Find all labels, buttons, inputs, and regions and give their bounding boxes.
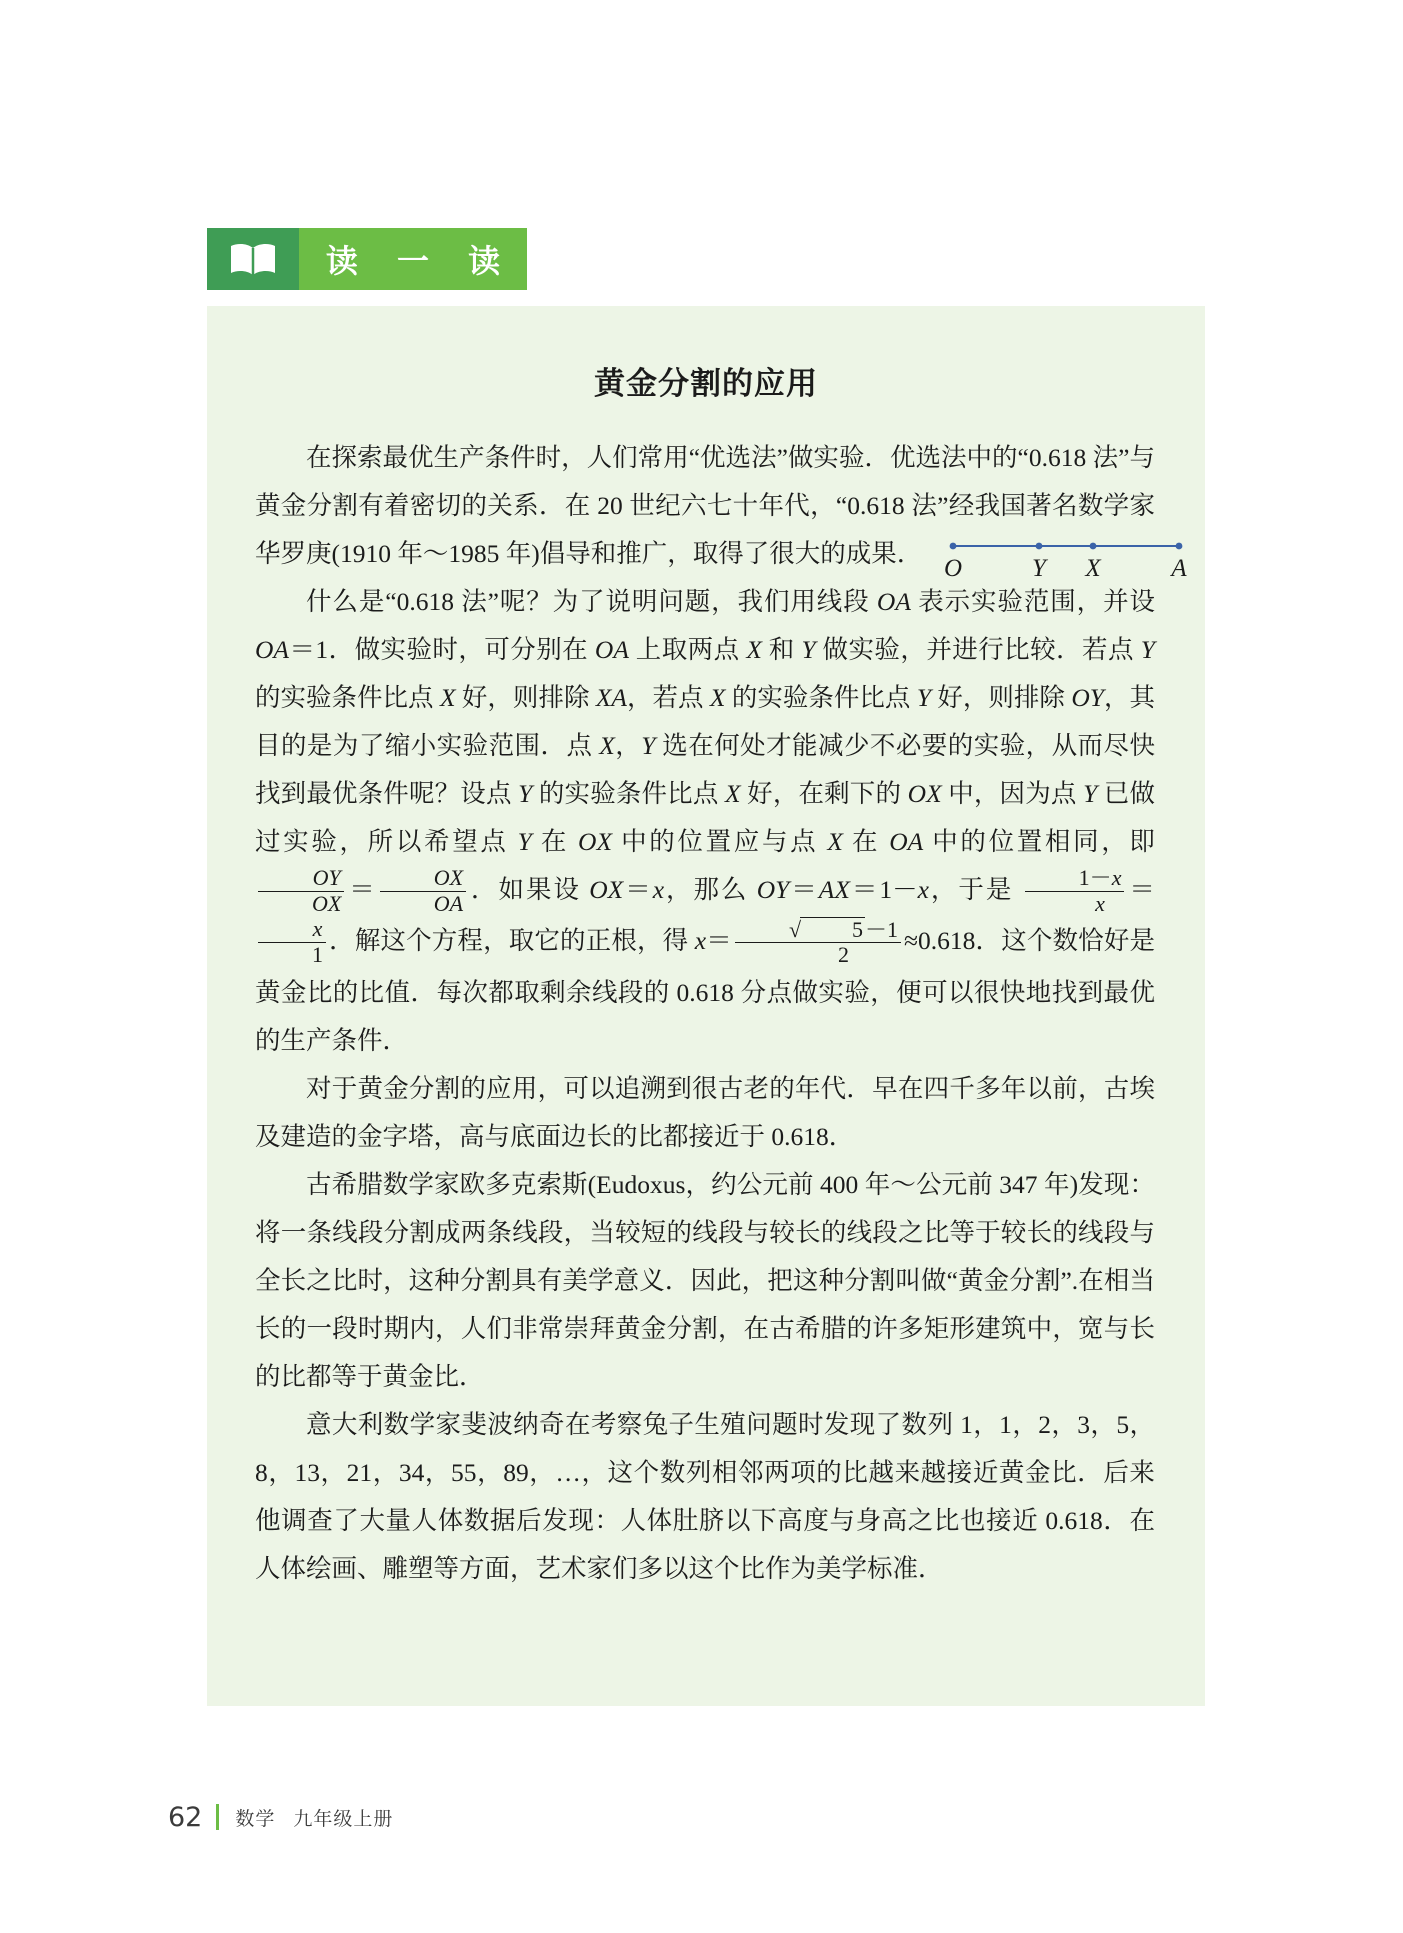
svg-text:Y: Y [1032, 555, 1046, 582]
svg-text:X: X [1085, 555, 1101, 582]
paragraph-2: 什么是“0.618 法”呢？为了说明问题，我们用线段 OA 表示实验范围，并设 OA＝1．做实验时，可分别在 OA 上取两点 X 和 Y 做实验，并进行比较．若点 Y 的实验条件比点 X 好，则排除 XA，若点 X 的实验条件比点 Y 好，则排除 OY，其目的是为了缩小实验范围．点 X，Y 选在何处才能减少不必要的实验，从而尽快找到最优条件呢？设点 Y 的实验条件比点 X 好，在剩下的 OX 中，因为点 Y 已做过实验，所以希望点 Y 在 OX 中的位置应与点 X 在 OA 中的位置相同，即 $\frac{OY}{OX}$ ＝ $\frac{OX}{OA}$ ．如果设 OX＝x，那么 OY＝AX＝1－x，于是 $\frac{1-x}{x}$ ＝ $\frac{x}{1}$ ．解这个方程，取它的正根，得 x＝ $\frac{√ 5-1}{2}$ ≈0.618．这个数恰好是黄金比的比值．每次都取剩余线段的 0.618 分点做实验，便可以很快地找到最优的生产条件． [255, 587, 1155, 1056]
footer-volume-label: 九年级上册 [293, 1807, 394, 1830]
paragraph-3: 对于黄金分割的应用，可以追溯到很古老的年代．早在四千多年以前，古埃及建造的金字塔，高与底面边长的比都接近于 0.618． [255, 1074, 1155, 1152]
svg-text:O: O [943, 555, 963, 582]
page-footer [168, 1800, 393, 1834]
panel-title: 黄金分割的应用 [594, 366, 818, 402]
paragraph-4: 古希腊数学家欧多克索斯(Eudoxus，约公元前 400 年～公元前 347 年)发现：将一条线段分割成两条线段，当较短的线段与较长的线段之比等于较长的线段与全长之比时，这种分割具有美学意义．因此，把这种分割叫做“黄金分割”.在相当长的一段时期内，人们非常崇拜黄金分割，在古希腊的许多矩形建筑中，宽与长的比都等于黄金比． [255, 1170, 1155, 1392]
open-book-icon [207, 228, 299, 290]
footer-subject-label: 数学 [235, 1807, 276, 1830]
paragraph-1: 在探索最优生产条件时，人们常用“优选法”做实验．优选法中的“0.618 法”与黄金分割有着密切的关系．在 20 世纪六七十年代，“0.618 法”经我国著名数学家华罗庚(1910 年～1985 年)倡导和推广，取得了很大的成果． [255, 443, 1155, 568]
read-tag-label: 读 一 读 [299, 228, 527, 290]
page-number: 62 [168, 1801, 203, 1833]
panel-body [255, 434, 1155, 1593]
footer-divider [216, 1804, 219, 1830]
read-section-tag [207, 228, 527, 290]
reading-panel [207, 306, 1205, 1706]
paragraph-5: 意大利数学家斐波纳奇在考察兔子生殖问题时发现了数列 1，1，2，3，5，8，13，21，34，55，89，…，这个数列相邻两项的比越来越接近黄金比．后来他调查了大量人体数据后发现：人体肚脐以下高度与身高之比也接近 0.618．在人体绘画、雕塑等方面，艺术家们多以这个比作为美学标准． [255, 1410, 1155, 1584]
svg-text:A: A [1171, 555, 1187, 582]
footer-subject [235, 1804, 393, 1831]
